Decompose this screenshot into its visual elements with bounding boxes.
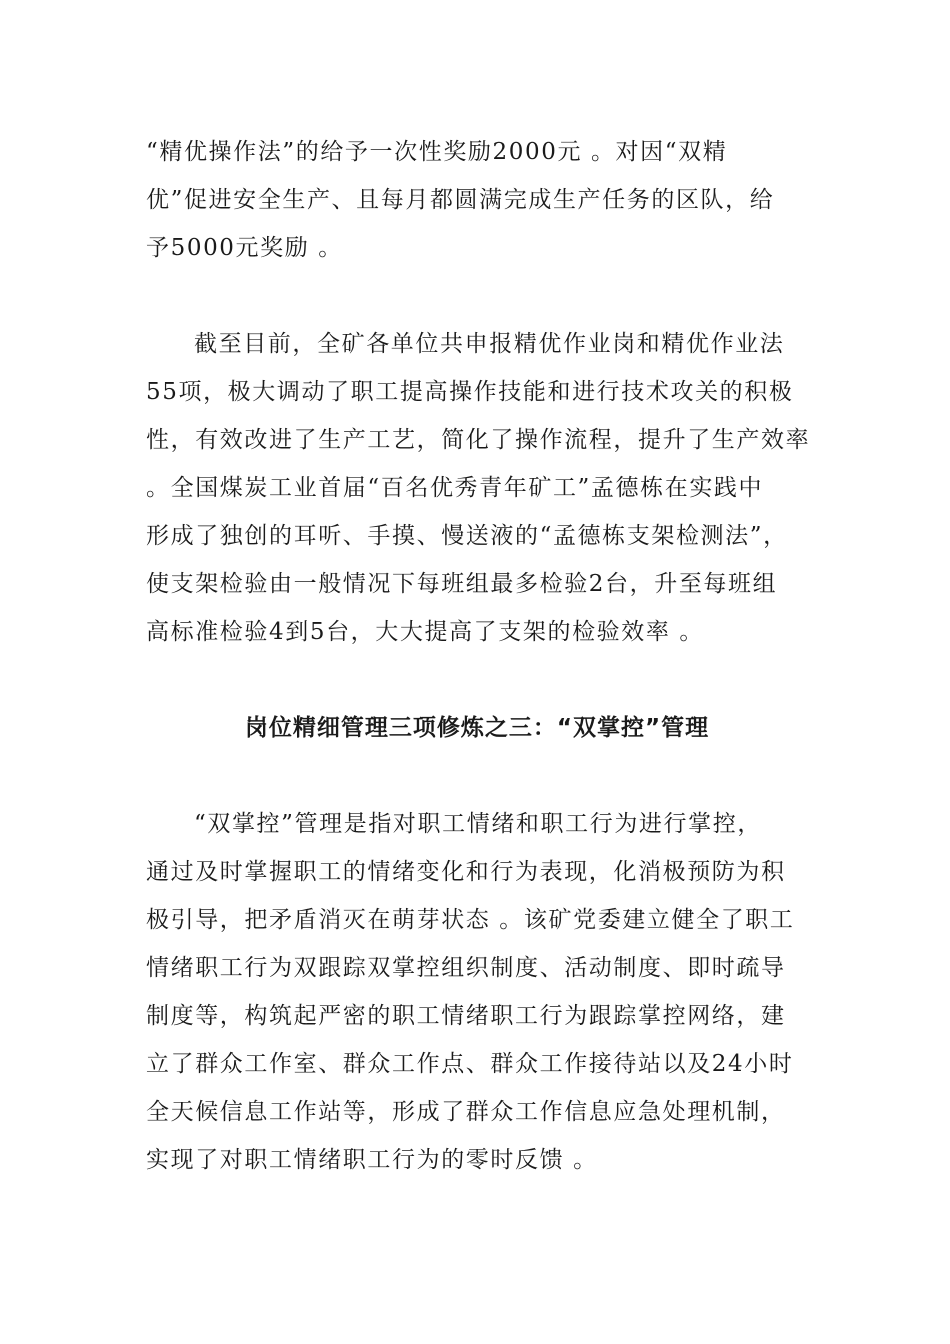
paragraph-reward-policy	[146, 128, 808, 272]
section-heading: 岗位精细管理三项修炼之三：“双掌控”管理	[244, 715, 710, 741]
paragraph-line: “精优操作法”的给予一次性奖励2000元 。对因“双精	[146, 139, 728, 165]
paragraph-spacer	[146, 752, 808, 800]
paragraph-line: 立了群众工作室、群众工作点、群众工作接待站以及24小时	[146, 1051, 794, 1077]
paragraph-line: 通过及时掌握职工的情绪变化和行为表现，化消极预防为积	[146, 859, 786, 885]
paragraph-line: 制度等，构筑起严密的职工情绪职工行为跟踪掌控网络，建	[146, 1003, 786, 1029]
paragraph-line: 。全国煤炭工业首届“百名优秀青年矿工”孟德栋在实践中	[146, 475, 764, 501]
paragraph-line: 高标准检验4到5台，大大提高了支架的检验效率 。	[146, 619, 704, 645]
paragraph-line: “双掌控”管理是指对职工情绪和职工行为进行掌控，	[194, 811, 762, 837]
paragraph-line: 极引导，把矛盾消灭在萌芽状态 。该矿党委建立健全了职工	[146, 907, 795, 933]
paragraph-line: 情绪职工行为双跟踪双掌控组织制度、活动制度、即时疏导	[146, 955, 786, 981]
paragraph-line: 形成了独创的耳听、手摸、慢送液的“孟德栋支架检测法”，	[146, 523, 788, 549]
paragraph-results	[146, 320, 811, 656]
paragraph-line: 全天候信息工作站等，形成了群众工作信息应急处理机制，	[146, 1099, 786, 1125]
paragraph-line: 实现了对职工情绪职工行为的零时反馈 。	[146, 1147, 598, 1173]
paragraph-line: 予5000元奖励 。	[146, 235, 343, 261]
paragraph-line: 使支架检验由一般情况下每班组最多检验2台，升至每班组	[146, 571, 778, 597]
paragraph-line: 截至目前，全矿各单位共申报精优作业岗和精优作业法	[194, 331, 785, 357]
paragraph-line: 性，有效改进了生产工艺，简化了操作流程，提升了生产效率	[146, 427, 811, 453]
paragraph-line: 55项，极大调动了职工提高操作技能和进行技术攻关的积极	[146, 379, 794, 405]
paragraph-dual-control	[146, 800, 808, 1184]
document-page	[146, 128, 811, 1184]
paragraph-spacer	[146, 656, 808, 704]
paragraph-line: 优”促进安全生产、且每月都圆满完成生产任务的区队，给	[146, 187, 775, 213]
paragraph-spacer	[146, 272, 808, 320]
